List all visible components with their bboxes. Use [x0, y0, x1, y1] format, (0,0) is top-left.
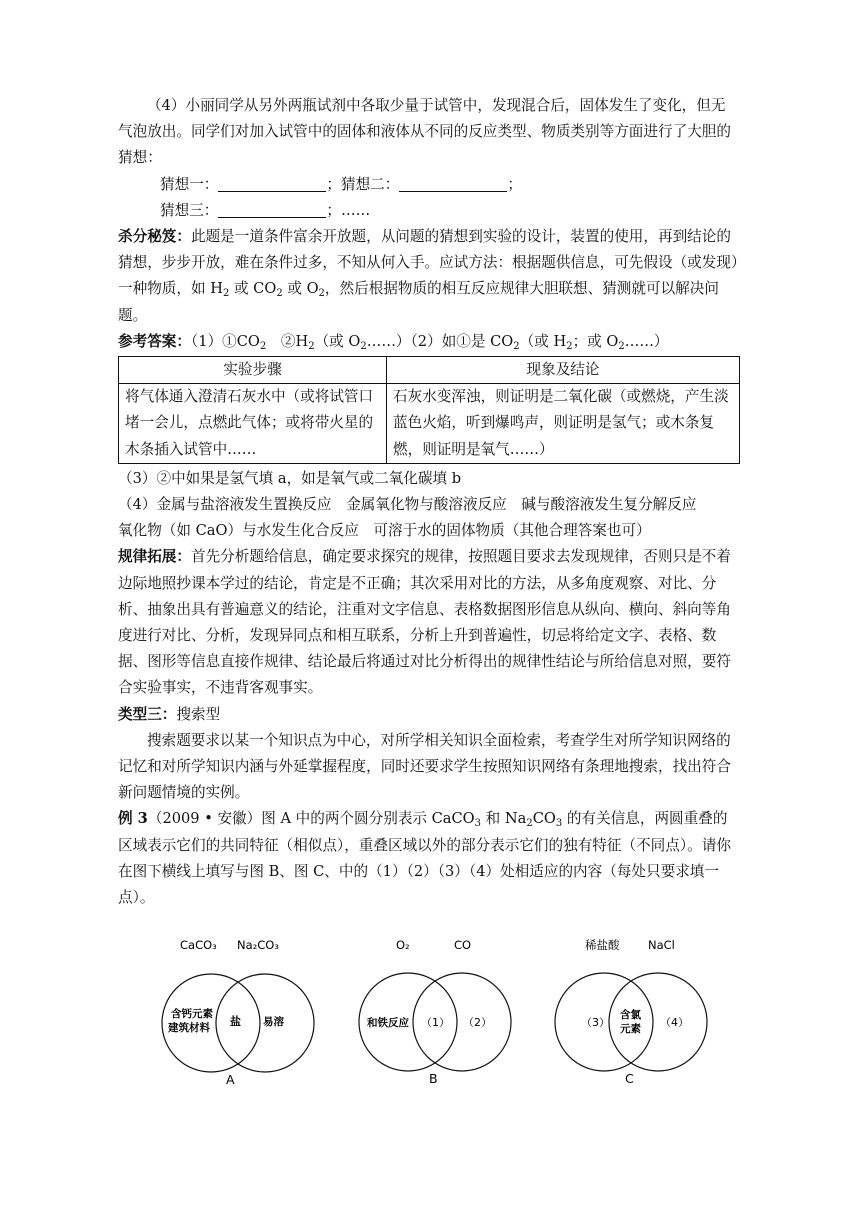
- question-4-intro: （4）小丽同学从另外两瓶试剂中各取少量于试管中，发现混合后，固体发生了变化，但无气泡放出。同学们对加入试管中的固体和液体从不同的反应类型、物质类别等方面进行了大胆的猜想：: [118, 97, 731, 167]
- venn-c-middle-text-2: 元素: [620, 1023, 641, 1035]
- guess-line-2: [118, 198, 740, 224]
- table-cell-results: 石灰水变浑浊，则证明是二氧化碳（或燃烧，产生淡蓝色火焰，听到爆鸣声，则证明是氢气；或木条复燃，则证明是氧气……）: [387, 384, 740, 464]
- guess-three-blank[interactable]: [218, 199, 326, 218]
- answer-3: （3）②中如果是氢气填 a，如是氧气或二氧化碳填 b: [118, 469, 462, 487]
- search-paragraph: 搜索题要求以某一个知识点为中心，对所学相关知识全面检索，考查学生对所学知识网络的记忆和对所学知识内涵与外延掌握程度，同时还要求学生按照知识网络有条理地搜索，找出符合新问题情境的实例。: [118, 731, 731, 802]
- venn-c-middle-text-1: 含氯: [620, 1009, 641, 1021]
- tips-text: 或 CO: [229, 280, 277, 298]
- type-3-label: 类型三：: [118, 705, 177, 723]
- answer-4-line-2: 氧化物（如 CaO）与水发生化合反应 可溶于水的固体物质（其他合理答案也可）: [118, 522, 651, 540]
- table-header-steps: 实验步骤: [119, 357, 387, 384]
- guess-one-label: 猜想一：: [160, 175, 219, 193]
- rule-label: 规律拓展：: [118, 548, 191, 566]
- subscript: 2: [259, 340, 267, 352]
- semicolon: ；: [507, 175, 522, 193]
- type-3-text: 搜索型: [176, 705, 221, 723]
- answer-text: ……）: [624, 332, 669, 350]
- venn-b-right-title: CO: [454, 938, 472, 952]
- example-text: （2009 • 安徽）图 A 中的两个圆分别表示 CaCO: [147, 810, 475, 828]
- venn-c-left-text: （3）: [581, 1016, 610, 1029]
- venn-b-left-title: O₂: [396, 938, 410, 952]
- rule-text: 首先分析题给信息，确定要求探究的规律，按照题目要求去发现规律，否则只是不着边际地照抄课本学过的结论，肯定是不正确；其次采用对比的方法，从多角度观察、对比、分析、抽象出具有普遍意义的结论，注重对文字信息、表格数据图形信息从纵向、横向、斜向等角度进行对比、分析，发现异同点和相互联系，分析上升到普遍性，切忌将给定文字、表格、数据、图形等信息直接作规律、结论最后将通过对比分析得出的规律性结论与所给信息对照，要符合实验事实，不违背客观事实。: [118, 548, 731, 697]
- venn-a-caption: A: [226, 1072, 235, 1087]
- subscript: 2: [513, 340, 520, 352]
- table-header-results: 现象及结论: [387, 357, 740, 384]
- subscript: 2: [618, 340, 625, 352]
- table-cell-steps: 将气体通入澄清石灰水中（或将试管口堵一会儿，点燃此气体；或将带火星的木条插入试管中……: [119, 384, 387, 464]
- subscript: 3: [474, 818, 482, 830]
- tips-text: 此题是一道条件富余开放题，从问题的猜想到实验的设计，装置的使用，再到结论的猜想，步步开放，难在条件过多，不知从何入手。应试方法：根据题供信息，可先假设（或发现）一种物质，如 H: [118, 228, 739, 298]
- guess-two-blank[interactable]: [399, 173, 507, 192]
- document-body: [118, 93, 740, 911]
- venn-a-middle-text: 盐: [230, 1015, 241, 1028]
- example-3-label: 例 3: [118, 810, 148, 828]
- subscript: 2: [318, 288, 325, 300]
- venn-b-caption: B: [429, 1071, 438, 1086]
- venn-c-caption: C: [625, 1071, 634, 1086]
- venn-figure-b: [359, 938, 511, 1086]
- subscript: 2: [566, 340, 573, 352]
- subscript: 2: [276, 288, 283, 300]
- table-row: [119, 384, 740, 464]
- guess-one-blank[interactable]: [218, 173, 326, 192]
- subscript: 2: [222, 288, 230, 300]
- tips-paragraph: [118, 224, 740, 329]
- example-text: CO: [532, 810, 556, 828]
- venn-b-left-text: 和铁反应: [367, 1017, 409, 1029]
- guess-two-label: ；猜想二：: [326, 175, 400, 193]
- table-header-row: [119, 357, 740, 384]
- answer-label: 参考答案：: [118, 332, 191, 350]
- answer-table: [118, 356, 740, 464]
- answer-text: （或 O: [314, 332, 361, 350]
- venn-a-left-text-1: 含钙元素: [171, 1008, 213, 1020]
- example-3-paragraph: [118, 806, 740, 911]
- answer-4-line-1: （4）金属与盐溶液发生置换反应 金属氧化物与酸溶液反应 碱与酸溶液发生复分解反应: [118, 496, 697, 514]
- venn-b-right-text: （2）: [463, 1016, 492, 1029]
- answer-text: （1）①CO: [190, 332, 260, 350]
- venn-figure-c: [555, 938, 707, 1086]
- subscript: 3: [555, 818, 563, 830]
- tips-text: 或 O: [282, 280, 319, 298]
- venn-figure-a: [162, 938, 314, 1087]
- subscript: 2: [308, 340, 315, 352]
- venn-c-left-title: 稀盐酸: [585, 938, 620, 952]
- venn-c-right-circle: [609, 973, 707, 1071]
- answer-text: ……）（2）如①是 CO: [366, 332, 514, 350]
- example-text: 和 Na: [481, 810, 527, 828]
- rule-paragraph: [118, 544, 740, 701]
- venn-a-right-title: Na₂CO₃: [237, 938, 279, 952]
- type-3-heading: [118, 702, 740, 728]
- example-text: 的有关信息，两圆重叠的区域表示它们的共同特征（相似点），重叠区域以外的部分表示它们的独有特征（不同点）。请你在图下横线上填写与图 B、图 C、中的（1）（2）（3）（4）处相适应的内容（每处只要求填一点）。: [118, 810, 731, 907]
- answer-text: ②H: [266, 332, 309, 350]
- venn-diagrams: [155, 928, 755, 1098]
- answer-line: [118, 329, 740, 355]
- ellipsis: ；……: [326, 201, 371, 219]
- answer-text: ；或 O: [572, 332, 619, 350]
- venn-c-right-text: （4）: [660, 1016, 689, 1029]
- venn-a-right-text: 易溶: [263, 1016, 284, 1028]
- subscript: 2: [360, 340, 367, 352]
- venn-c-right-title: NaCl: [648, 938, 675, 952]
- tips-text: ，然后根据物质的相互反应规律大胆联想、猜测就可以解决问题。: [118, 280, 719, 324]
- guess-line-1: [118, 172, 740, 198]
- venn-b-middle-text: （1）: [421, 1016, 450, 1029]
- tips-label: 杀分秘笈：: [118, 228, 191, 246]
- venn-a-left-title: CaCO₃: [180, 938, 217, 952]
- venn-a-left-text-2: 建筑材料: [168, 1022, 210, 1034]
- guess-three-label: 猜想三：: [160, 201, 219, 219]
- subscript: 2: [526, 818, 533, 830]
- answer-text: （或 H: [519, 332, 567, 350]
